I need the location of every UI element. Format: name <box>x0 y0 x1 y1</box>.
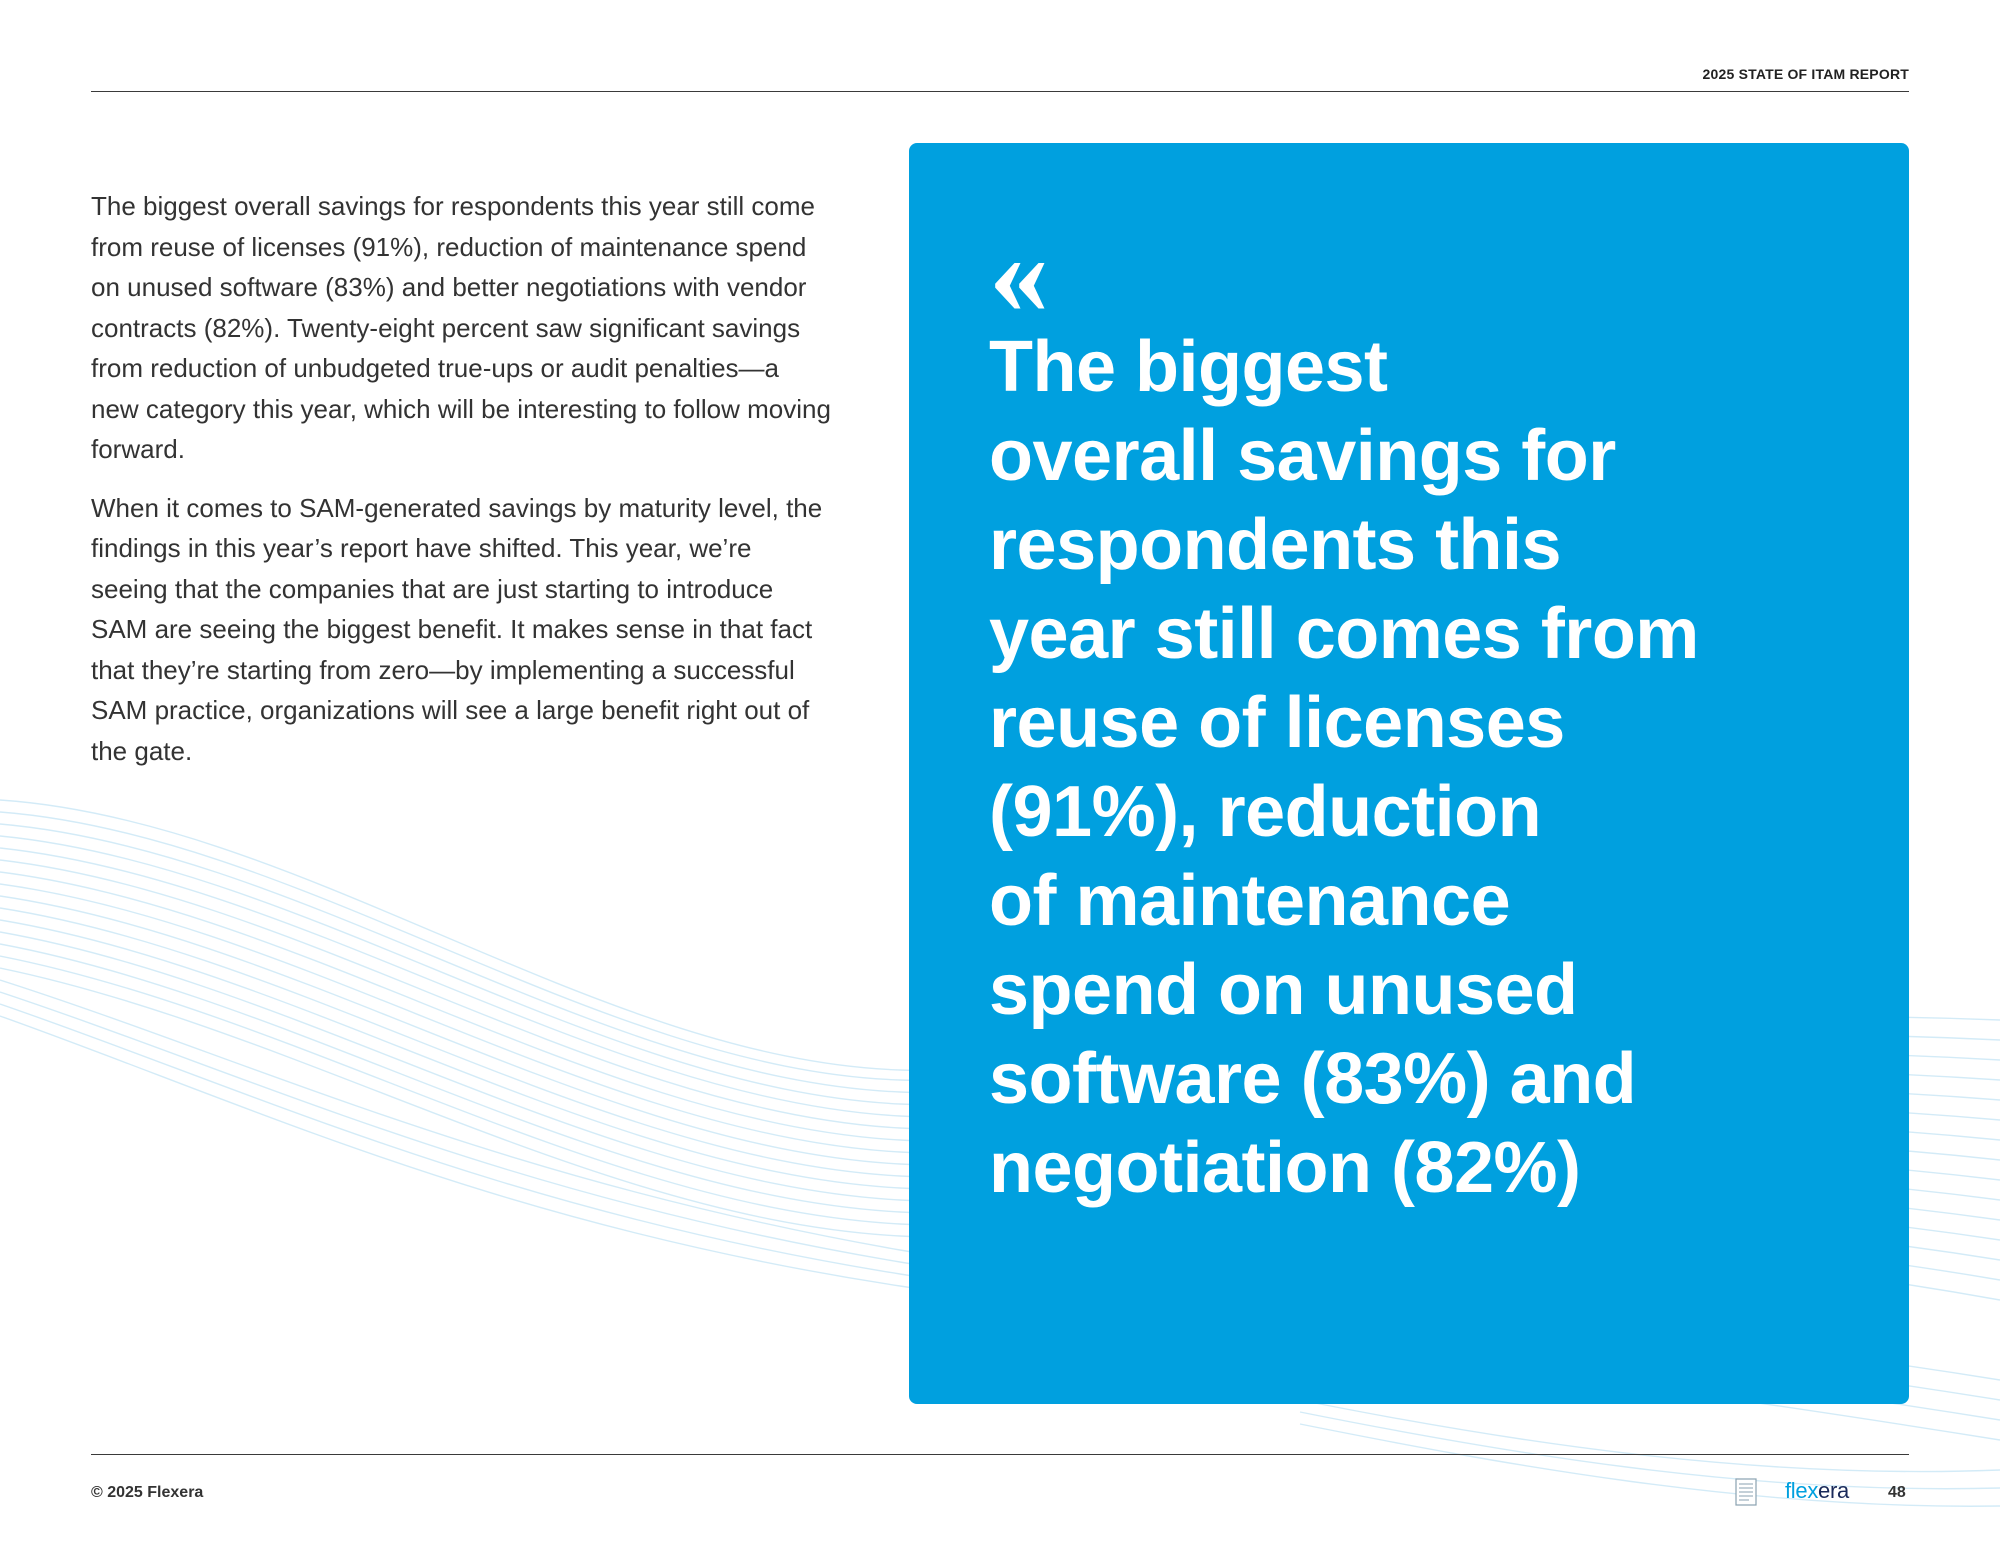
quote-line: The biggest <box>989 327 1388 407</box>
quote-line: respondents this <box>989 505 1562 585</box>
logo-part: era <box>1818 1478 1849 1503</box>
quote-line: software (83%) and <box>989 1039 1637 1119</box>
page-number: 48 <box>1888 1484 1906 1501</box>
quote-line: of maintenance <box>989 861 1511 941</box>
quote-line: year still comes from <box>989 594 1699 674</box>
pull-quote-card <box>909 143 1909 1404</box>
report-title: 2025 STATE OF ITAM REPORT <box>1702 66 1909 82</box>
quote-line: (91%), reduction <box>989 772 1542 852</box>
document-icon <box>1735 1478 1757 1506</box>
body-text <box>91 186 831 789</box>
quote-line: reuse of licenses <box>989 683 1565 763</box>
quote-mark-icon: « <box>989 206 1049 339</box>
quote-line: overall savings for <box>989 416 1616 496</box>
paragraph: When it comes to SAM-generated savings by maturity level, the findings in this year’s report have shifted. This year, we’re seeing that the companies that are just starting to introduce SAM are seeing the biggest benefit. It makes sense in that fact that they’re starting from zero—by implementing a successful SAM practice, organizations will see a large benefit right out of the gate. <box>91 492 823 766</box>
logo-part: flex <box>1785 1478 1819 1503</box>
copyright: © 2025 Flexera <box>91 1484 204 1501</box>
quote-line: spend on unused <box>989 950 1578 1030</box>
pull-quote-text <box>989 323 1849 1213</box>
footer-divider <box>91 1454 1909 1455</box>
header-divider <box>91 91 1909 92</box>
flexera-logo[interactable] <box>1785 1478 1849 1504</box>
paragraph: The biggest overall savings for respondents this year still come from reuse of licenses (91%), reduction of maintenance spend on unused software (83%) and better negotiations with vendor contracts (82%). Twenty-eight percent saw significant savings from reduction of unbudgeted true-ups or audit penalties—a new category this year, which will be interesting to follow moving forward. <box>91 191 831 464</box>
quote-line: negotiation (82%) <box>989 1128 1581 1208</box>
